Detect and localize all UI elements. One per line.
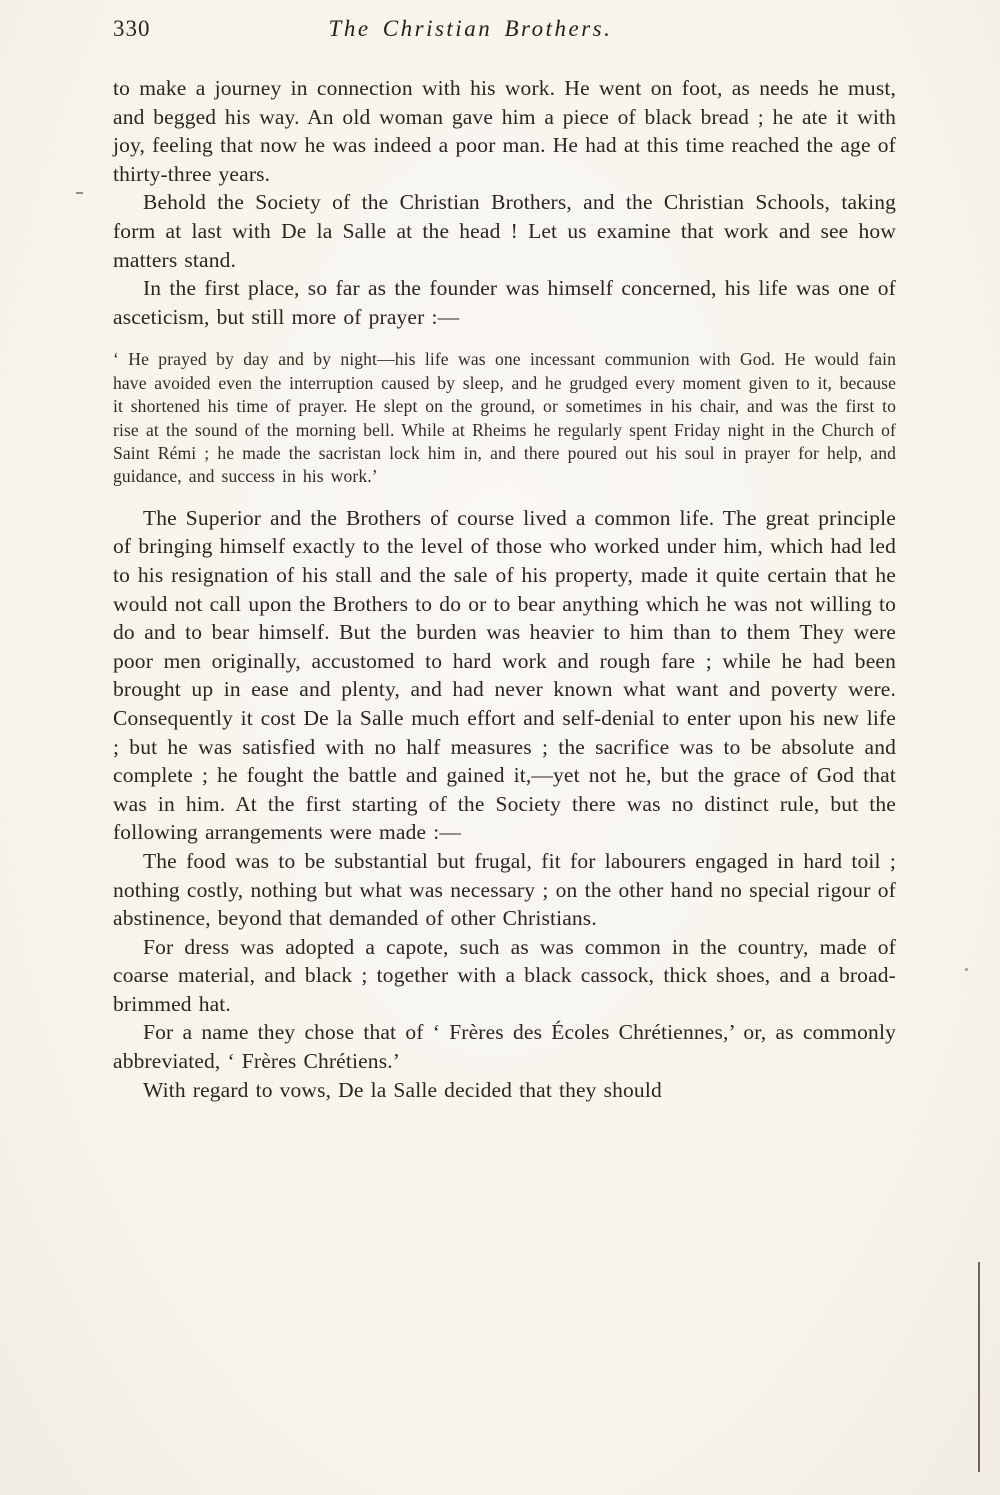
- page-number: 330: [113, 16, 151, 41]
- scan-artifact-dot: [965, 968, 968, 971]
- running-title: The Christian Brothers.: [328, 16, 613, 41]
- paragraph: In the first place, so far as the founder was himself concerned, his life was one of asceticism, but still more of prayer :—: [113, 276, 896, 329]
- paragraph: For a name they chose that of ‘ Frères des Écoles Chrétiennes,’ or, as commonly abbreviated, ‘ Frères Chrétiens.’: [113, 1020, 896, 1074]
- paragraph: With regard to vows, De la Salle decided that they should: [143, 1077, 662, 1102]
- paragraph: Behold the Society of the Christian Brothers, and the Christian Schools, taking form at last with De la Salle at the head ! Let us examine that work and see how matters stand.: [113, 190, 896, 272]
- paragraph: For dress was adopted a capote, such as was common in the country, made of coarse material, and black ; together with a black cassock, thick shoes, and a broad-brimmed hat.: [113, 934, 896, 1016]
- scan-artifact-dash: [76, 192, 83, 194]
- paragraph: The food was to be substantial but frugal, fit for labourers engaged in hard toil ; nothing costly, nothing but what was necessary ; on the other hand no special rigour of abstinence, beyond that demanded of other Christians.: [113, 848, 896, 931]
- paragraph: The Superior and the Brothers of course lived a common life. The great principle of bringing himself exactly to the level of those who worked under him, which had led to his resignation of his stall and the sale of his property, made it quite certain that he would not call upon the Brothers to do or to bear anything which he was not willing to do and to bear himself. But the burden was heavier to him than to them They were poor men originally, accustomed to hard work and rough fare ; while he had been brought up in ease and plenty, and had never known what want and poverty were. Consequently it cost De la Salle much effort and self-denial to enter upon his new life ; but he was satisfied with no half measures ; the sacrifice was to be absolute and complete ; he fought the battle and gained it,—yet not he, but the grace of God that was in him. At the first starting of the Society there was no distinct rule, but the following arrangements were made :—: [113, 505, 896, 845]
- block-quote: ‘ He prayed by day and by night—his life was one incessant communion with God. He would fain have avoided even the interruption caused by sleep, and he grudged every moment given to it, because it shortened his time of prayer. He slept on the ground, or sometimes in his chair, and was the first to rise at the sound of the morning bell. While at Rheims he regularly spent Friday night in the Church of Saint Rémi ; he made the sacristan lock him in, and there poured out his soul in prayer for help, and guidance, and success in his work.’: [113, 349, 896, 487]
- scan-artifact-vertical-line: [978, 1262, 980, 1472]
- page-header: [113, 16, 896, 50]
- paragraph-continuation: to make a journey in connection with his work. He went on foot, as needs he must, and begged his way. An old woman gave him a piece of black bread ; he ate it with joy, feeling that now he was indeed a poor man. He had at this time reached the age of thirty-three years.: [113, 76, 896, 186]
- page-body: [113, 74, 896, 1104]
